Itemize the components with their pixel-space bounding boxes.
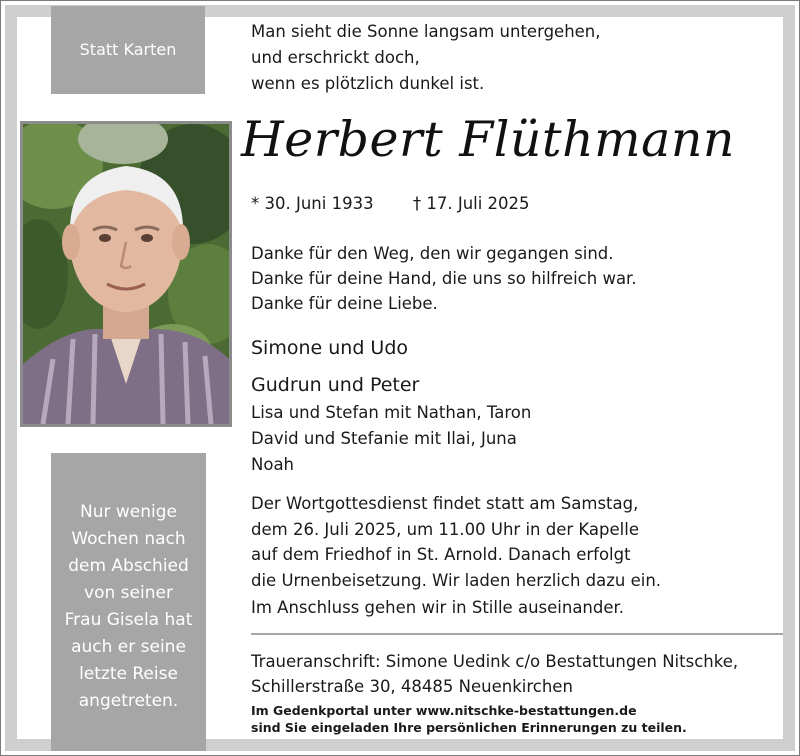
portrait-photo <box>20 121 232 427</box>
gratitude-text <box>251 241 637 316</box>
grandchildren-line: Lisa und Stefan mit Nathan, Taron <box>251 403 532 422</box>
statt-karten-label: Statt Karten <box>79 40 177 59</box>
birth-date: * 30. Juni 1933 <box>251 194 374 213</box>
side-note-line: letzte Reise <box>79 664 178 684</box>
service-info <box>251 491 661 593</box>
poem-line: und erschrickt doch, <box>251 48 420 67</box>
address-line: Schillerstraße 30, 48485 Neuenkirchen <box>251 677 573 696</box>
poem-line: wenn es plötzlich dunkel ist. <box>251 74 485 93</box>
gratitude-line: Danke für deine Hand, die uns so hilfreich war. <box>251 269 637 288</box>
memorial-portal-note <box>251 702 687 736</box>
grandchildren-line: David und Stefanie mit Ilai, Juna <box>251 429 517 448</box>
deceased-name: Herbert Flüthmann <box>241 111 735 168</box>
statt-karten-box <box>51 6 205 94</box>
side-note-line: von seiner <box>84 583 173 603</box>
mourning-address <box>251 649 738 699</box>
poem <box>251 19 601 97</box>
divider <box>251 633 783 635</box>
side-note-line: Nur wenige <box>80 502 177 522</box>
side-note-line: auch er seine <box>71 637 186 657</box>
side-note-box <box>51 453 206 751</box>
portal-line: sind Sie eingeladen Ihre persönlichen Erinnerungen zu teilen. <box>251 720 687 735</box>
address-line: Traueranschrift: Simone Uedink c/o Bestattungen Nitschke, <box>251 652 739 671</box>
farewell-text: Im Anschluss gehen wir in Stille auseinander. <box>251 598 625 617</box>
grandchildren-list <box>251 400 531 478</box>
grandchildren-line: Noah <box>251 455 295 474</box>
portal-line: Im Gedenkportal unter www.nitschke-bestattungen.de <box>251 703 637 718</box>
service-line: die Urnenbeisetzung. Wir laden herzlich dazu ein. <box>251 570 662 590</box>
side-note-line: angetreten. <box>78 691 179 711</box>
gratitude-line: Danke für deine Liebe. <box>251 294 438 313</box>
death-date: † 17. Juli 2025 <box>412 194 530 213</box>
side-note-line: dem Abschied <box>68 556 189 576</box>
side-note-line: Frau Gisela hat <box>64 610 193 630</box>
portrait-illustration <box>23 124 229 424</box>
service-line: auf dem Friedhof in St. Arnold. Danach erfolgt <box>251 545 631 564</box>
family-line-1: Simone und Udo <box>251 337 409 359</box>
poem-line: Man sieht die Sonne langsam untergehen, <box>251 22 601 41</box>
life-dates <box>251 192 530 216</box>
service-line: dem 26. Juli 2025, um 11.00 Uhr in der Kapelle <box>251 519 639 539</box>
gratitude-line: Danke für den Weg, den wir gegangen sind. <box>251 244 614 263</box>
family-line-2: Gudrun und Peter <box>251 374 420 396</box>
side-note-line: Wochen nach <box>71 529 186 549</box>
service-line: Der Wortgottesdienst findet statt am Samstag, <box>251 494 639 513</box>
